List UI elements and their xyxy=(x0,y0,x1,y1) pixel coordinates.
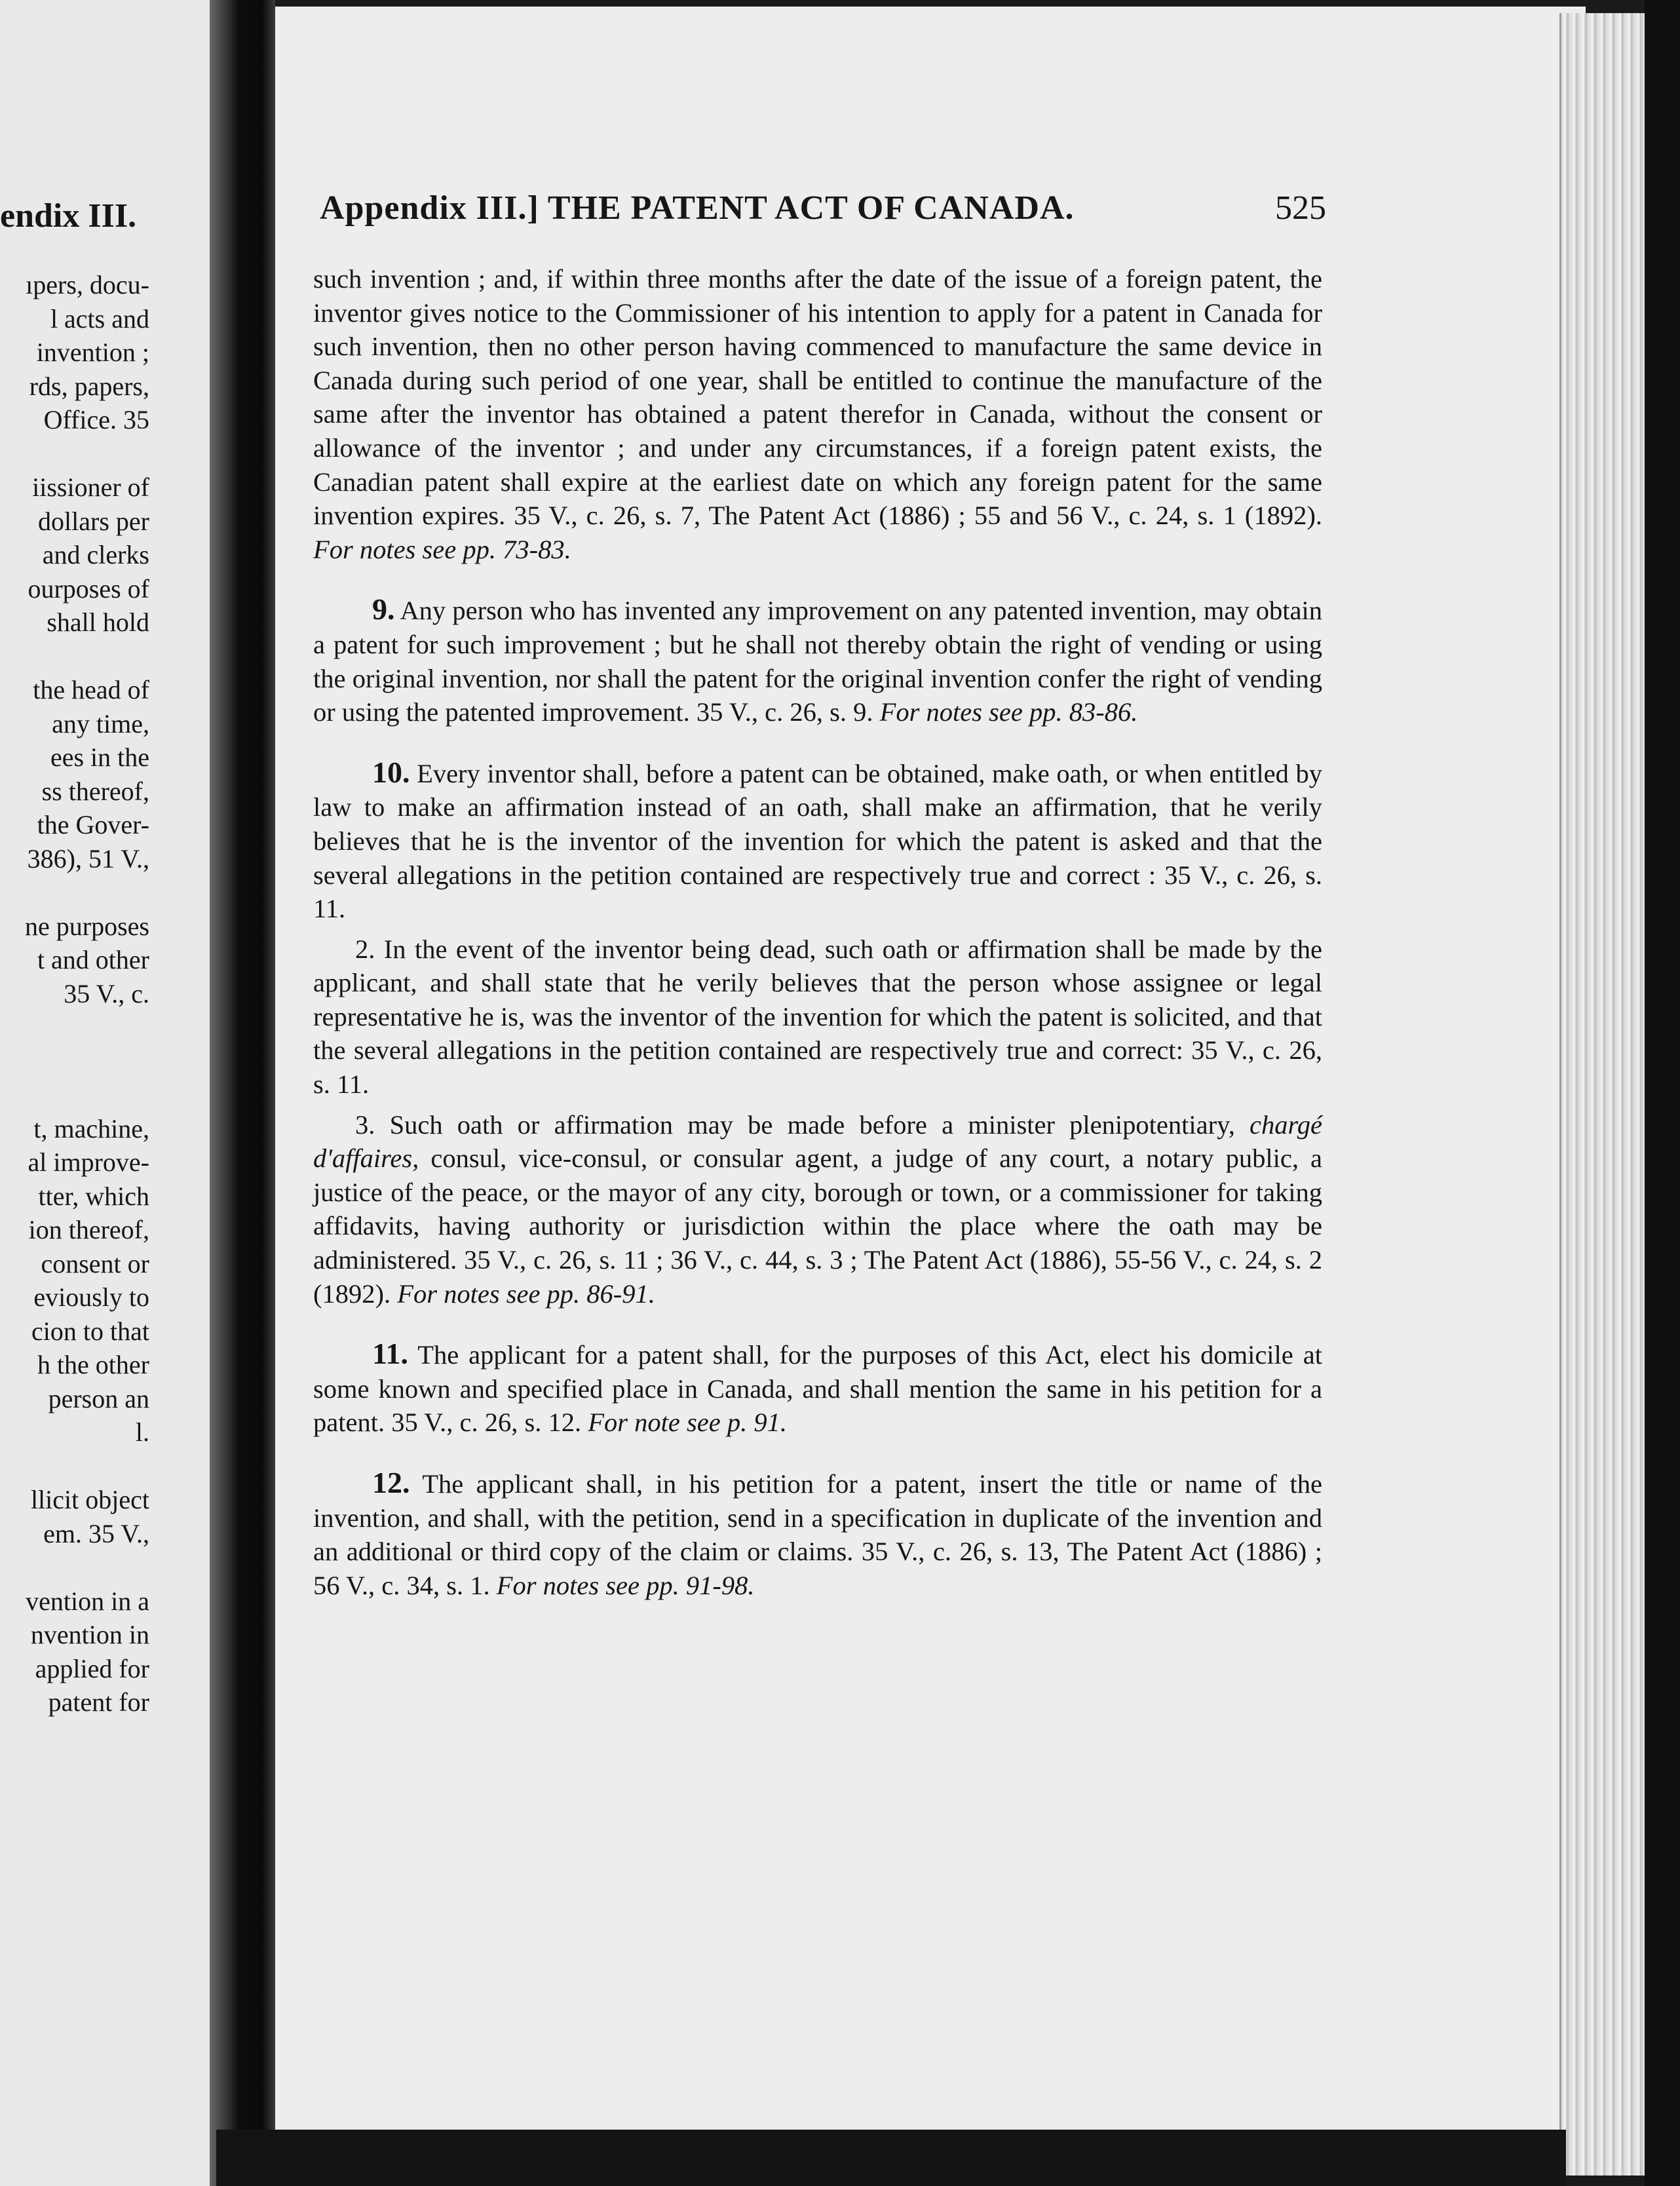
previous-page-line: invention ; xyxy=(36,337,149,367)
previous-page-line: ne purposes xyxy=(25,911,149,941)
previous-page-line: the Gover- xyxy=(37,810,149,839)
previous-page-line: t and other xyxy=(37,945,149,974)
note-reference: For notes see pp. 83-86. xyxy=(879,697,1138,727)
page-number: 525 xyxy=(1275,189,1326,227)
note-reference: For notes see pp. 91-98. xyxy=(496,1570,755,1600)
section-11: 11. The applicant for a patent shall, for the purposes of this Act, elect his domicile at some known and specified place in Canada, and shall mention the same in his petition for a patent. 35 V., c. 26, s. 12. For note see p. 91. xyxy=(313,1337,1322,1438)
bottom-shadow xyxy=(216,2130,1566,2186)
previous-page-line: any time, xyxy=(52,708,149,738)
previous-page-running-head: endix III. xyxy=(0,197,137,235)
previous-page-line: t, machine, xyxy=(33,1113,149,1143)
previous-page-line: shall hold xyxy=(47,607,149,637)
section-number: 10. xyxy=(372,755,410,789)
previous-page-line: h the other xyxy=(37,1350,149,1379)
previous-page-line: llicit object xyxy=(30,1485,149,1514)
previous-page-line: dollars per xyxy=(38,506,149,536)
previous-page-line: patent for xyxy=(48,1687,149,1717)
section-9: 9. Any person who has invented any improvement on any patented invention, may obtain a patent for such improvement ; but he shall not thereby obtain the right of vending or using the original invention, nor shall the patent for the original invention confer the right of vending or using the patented improvement. 35 V., c. 26, s. 9. For notes see pp. 83-86. xyxy=(313,592,1323,727)
note-reference: For notes see pp. 86-91. xyxy=(397,1278,655,1309)
page-edges xyxy=(1559,13,1647,2176)
previous-page-line: ees in the xyxy=(50,742,149,772)
previous-page-line: l. xyxy=(135,1417,149,1447)
edge-shadow xyxy=(1645,0,1680,2186)
previous-page-line: person an xyxy=(48,1383,149,1413)
section-10: 10. Every inventor shall, before a patent can be obtained, make oath, or when entitled by law to make an affirmation instead of an oath, shall make an affirmation, that he verily believes that he is the inventor of the invention for which the patent is asked and that the several allegations in the petition contained are respectively true and correct : 35 V., c. 26, s. 11. xyxy=(313,755,1322,924)
previous-page-line: Office. 35 xyxy=(43,405,149,434)
previous-page-line: rds, papers, xyxy=(29,371,149,401)
previous-page-line: eviously to xyxy=(33,1282,149,1312)
note-reference: For note see p. 91. xyxy=(588,1408,787,1438)
previous-page-line: al improve- xyxy=(28,1147,149,1177)
section-10-subsection-2: 2. In the event of the inventor being dead, such oath or affirmation shall be made by the applicant, and shall state that he verily believes that the person whose assignee or legal representative he is, was the inventor of the invention for which the patent is solicited, and that the several allegations in the petition contained are respectively true and correct: 35 V., c. 26, s. 11. xyxy=(313,934,1322,1100)
paragraph-continuation: such invention ; and, if within three months after the date of the issue of a foreign patent, the inventor gives notice to the Commissioner of his intention to apply for a patent in Canada for such invention, then no other person having commenced to manufacture the same device in Canada during such period of one year, shall be entitled to continue the manufacture of the same after the inventor has obtained a patent therefor in Canada, without the consent or allowance of the inventor ; and under any circumstances, if a foreign patent exists, the Canadian patent shall expire at the earliest date on which any foreign patent for the same invention expires. 35 V., c. 26, s. 7, The Patent Act (1886) ; 55 and 56 V., c. 24, s. 1 (1892). For notes see pp. 73-83. xyxy=(313,264,1322,564)
previous-page-line: iissioner of xyxy=(32,472,149,502)
previous-page-line: em. 35 V., xyxy=(43,1518,149,1548)
note-reference: For notes see pp. 73-83. xyxy=(313,534,571,564)
previous-page-line: consent or xyxy=(41,1248,149,1278)
previous-page-line: cion to that xyxy=(31,1316,149,1346)
previous-page-line: ıpers, docu- xyxy=(26,270,149,299)
previous-page-line: 386), 51 V., xyxy=(27,843,149,873)
section-10-subsection-3: 3. Such oath or affirmation may be made before a minister plenipotentiary, chargé d'affaires, consul, vice-consul, or consular agent, a judge of any court, a notary public, a justice of the peace, or the mayor of any city, borough or town, or a commissioner for taking affidavits, having authority or jurisdiction within the place where the oath may be administered. 35 V., c. 26, s. 11 ; 36 V., c. 44, s. 3 ; The Patent Act (1886), 55-56 V., c. 24, s. 2 (1892). For notes see pp. 86-91. xyxy=(313,1109,1323,1309)
previous-page-line: nvention in xyxy=(30,1620,149,1649)
section-number: 12. xyxy=(372,1466,410,1499)
previous-page-line: the head of xyxy=(33,675,149,704)
section-number: 11. xyxy=(372,1337,408,1371)
previous-page-line: ourposes of xyxy=(28,573,149,604)
section-number: 9. xyxy=(372,592,395,626)
previous-page-line: applied for xyxy=(35,1653,149,1683)
previous-page-line: 35 V., c. xyxy=(64,978,149,1008)
previous-page-line: and clerks xyxy=(42,540,149,569)
previous-page-line: vention in a xyxy=(26,1586,149,1616)
running-head xyxy=(320,189,1326,235)
running-title: Appendix III.] THE PATENT ACT OF CANADA. xyxy=(320,189,1075,227)
previous-page-line: l acts and xyxy=(50,303,149,334)
previous-page xyxy=(0,0,210,2186)
section-12: 12. The applicant shall, in his petition for a patent, insert the title or name of the invention, and shall, with the petition, send in a specification in duplicate of the invention and an additional or third copy of the claim or claims. 35 V., c. 26, s. 13, The Patent Act (1886) ; 56 V., c. 34, s. 1. For notes see pp. 91-98. xyxy=(313,1466,1322,1600)
previous-page-line: ss thereof, xyxy=(41,776,149,806)
book-gutter xyxy=(210,0,275,2186)
previous-page-line: ion thereof, xyxy=(28,1215,149,1244)
page-body xyxy=(313,262,1322,1602)
previous-page-line: tter, which xyxy=(38,1181,149,1211)
